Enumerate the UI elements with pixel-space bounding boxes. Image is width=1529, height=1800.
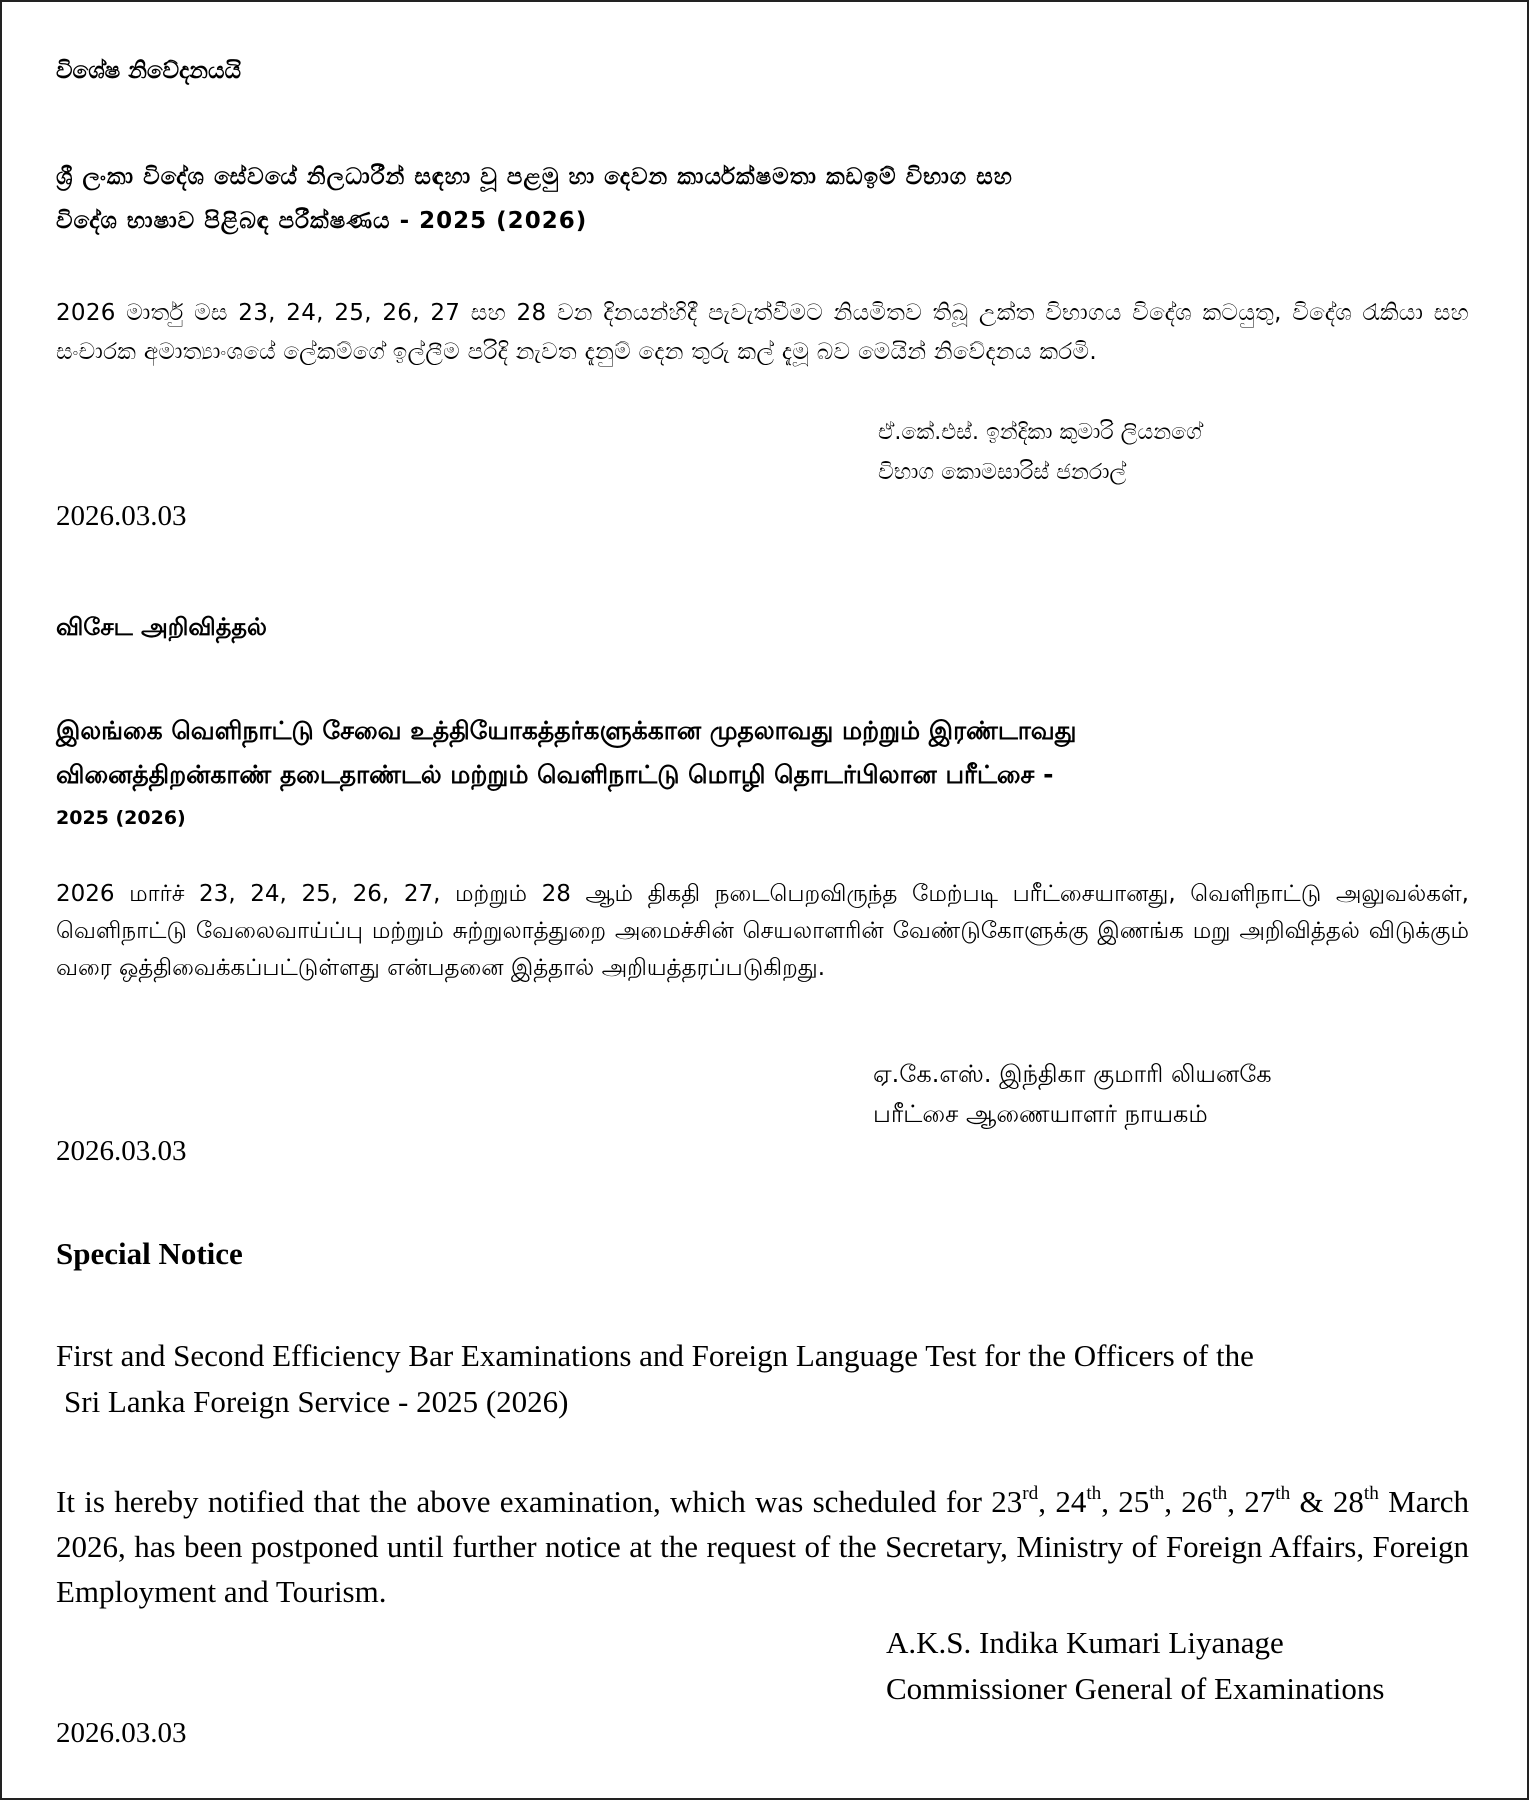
english-body <box>56 1479 1469 1614</box>
sinhala-body: 2026 මාර්තු මස 23, 24, 25, 26, 27 සහ 28 වන දිනයන්හිදී පැවැත්වීමට නියමිතව තිබූ උක්ත විභාගය විදේශ කටයුතු, විදේශ රැකියා සහ සංචාරක අමාත්‍යාංශයේ ලේකම්ගේ ඉල්ලීම පරිදි නැවත දැනුම් දෙන තුරු කල් දැමූ බව මෙයින් නිවේදනය කරමි. <box>56 300 1469 365</box>
tamil-heading: விசேட அறிவித்தல் <box>56 613 267 641</box>
english-date: 2026.03.03 <box>56 1717 187 1749</box>
tamil-title-line-2: வினைத்திறன்காண் தடைதாண்டல் மற்றும் வெளிநாட்டு மொழி தொடர்பிலான பரீட்சை - <box>56 760 1054 789</box>
tamil-signatory-name: ஏ.கே.எஸ். இந்திகா குமாரி லியனகே <box>873 1060 1272 1088</box>
date-day: 28 <box>1332 1484 1364 1519</box>
tamil-title-line-3: 2025 (2026) <box>56 807 186 829</box>
ordinal-suffix: th <box>1275 1482 1291 1504</box>
date-day: 27 <box>1244 1484 1276 1519</box>
tamil-title-line-1: இலங்கை வெளிநாட்டு சேவை உத்தியோகத்தர்களுக்கான முதலாவது மற்றும் இரண்டாவது <box>56 716 1077 745</box>
separator: , <box>1164 1484 1182 1519</box>
sinhala-signatory-title: විභාග කොමසාරිස් ජනරාල් <box>878 460 1127 485</box>
separator: , <box>1038 1484 1056 1519</box>
english-title-line-1: First and Second Efficiency Bar Examinations and Foreign Language Test for the Officers of the <box>56 1338 1254 1373</box>
tamil-body: 2026 மார்ச் 23, 24, 25, 26, 27, மற்றும் 28 ஆம் திகதி நடைபெறவிருந்த மேற்படி பரீட்சையானது, வெளிநாட்டு அலுவல்கள், வெளிநாட்டு வேலைவாய்ப்பு மற்றும் சுற்றுலாத்துறை அமைச்சின் செயலாளரின் வேண்டுகோளுக்கு இணங்க மறு அறிவித்தல் விடுக்கும் வரை ஒத்திவைக்கப்பட்டுள்ளது என்பதனை இத்தால் அறியத்தரப்படுகிறது. <box>56 881 1469 981</box>
separator: & <box>1290 1484 1333 1519</box>
date-day: 25 <box>1118 1484 1150 1519</box>
body-intro: It is hereby notified that the above examination, which was scheduled for <box>56 1484 992 1519</box>
ordinal-suffix: th <box>1086 1482 1102 1504</box>
sinhala-title-line-1: ශ්‍රී ලංකා විදේශ සේවයේ නිලධාරීන් සඳහා වූ පළමු හා දෙවන කාර්යක්ෂමතා කඩඉම් විභාග සහ <box>56 164 1013 190</box>
english-heading: Special Notice <box>56 1236 243 1271</box>
sinhala-heading: විශේෂ නිවේදනයයි <box>56 58 242 84</box>
ordinal-suffix: th <box>1212 1482 1228 1504</box>
ordinal-suffix: th <box>1149 1482 1165 1504</box>
english-title-line-2: Sri Lanka Foreign Service - 2025 (2026) <box>64 1384 569 1419</box>
ordinal-suffix: rd <box>1022 1482 1039 1504</box>
date-day: 26 <box>1181 1484 1213 1519</box>
ordinal-suffix: th <box>1363 1482 1379 1504</box>
english-signatory-title: Commissioner General of Examinations <box>886 1671 1385 1706</box>
english-signatory-name: A.K.S. Indika Kumari Liyanage <box>886 1625 1284 1660</box>
tamil-date: 2026.03.03 <box>56 1135 187 1167</box>
separator: , <box>1101 1484 1119 1519</box>
sinhala-title-line-2: විදේශ භාෂාව පිළිබඳ පරීක්ෂණය - 2025 (2026) <box>56 208 588 234</box>
sinhala-date: 2026.03.03 <box>56 500 187 532</box>
body-rest: March 2026, has been postponed until further notice at the request of the Secretary, Ministry of Foreign Affairs, Foreign Employment and Tourism. <box>56 1484 1470 1609</box>
separator: , <box>1227 1484 1245 1519</box>
date-day: 24 <box>1055 1484 1087 1519</box>
tamil-signatory-title: பரீட்சை ஆணையாளர் நாயகம் <box>873 1100 1208 1128</box>
date-day: 23 <box>991 1484 1023 1519</box>
sinhala-signatory-name: ඒ.කේ.එස්. ඉන්දිකා කුමාරි ලියනගේ <box>878 420 1202 445</box>
